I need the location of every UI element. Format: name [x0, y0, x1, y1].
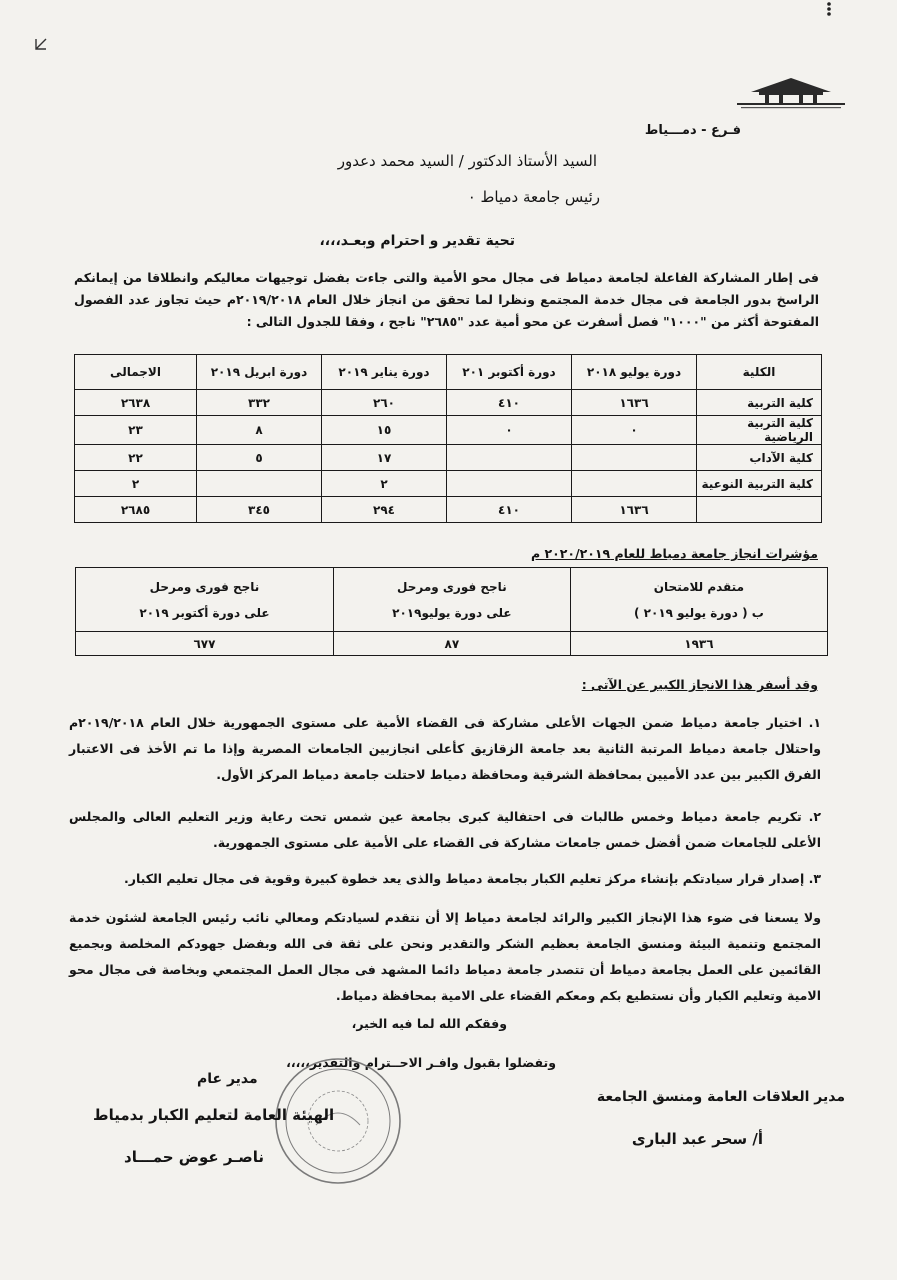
table-cell: كلية التربية الرياضية	[697, 416, 822, 445]
table-cell: كلية الآداب	[697, 445, 822, 471]
table-cell: ١٧	[322, 445, 447, 471]
achievement-item: ٣. إصدار قرار سيادتكم بإنشاء مركز تعليم الكبار بجامعة دمياط والذى يعد خطوة كبيرة وقوية فى مجال تعليم الكبار.	[124, 871, 821, 886]
header-line: على دورة يوليو٢٠١٩	[392, 605, 512, 620]
table-cell: ١٦٣٦	[572, 390, 697, 416]
indicators-header-row	[76, 568, 828, 632]
table-cell: ٠	[572, 416, 697, 445]
table-cell: ٢	[75, 471, 197, 497]
table-cell: كلية التربية	[697, 390, 822, 416]
table-cell: ٨٧	[333, 632, 570, 656]
corner-mark-icon	[34, 36, 48, 50]
more-options-icon[interactable]	[819, 0, 839, 18]
table-cell: ٢٣	[75, 416, 197, 445]
header-line: ناجح فورى ومرحل	[397, 579, 507, 594]
table-cell	[572, 445, 697, 471]
organization-logo	[731, 72, 851, 112]
table-cell: ٠	[447, 416, 572, 445]
table-header: دورة يناير ٢٠١٩	[322, 355, 447, 390]
table-cell: ٤١٠	[447, 390, 572, 416]
greeting: تحية تقدير و احترام وبعـد،،،،	[319, 233, 515, 249]
table-header: دورة يوليو ٢٠١٨	[572, 355, 697, 390]
signatory-left-org: الهيئة العامة لتعليم الكبار بدمياط	[93, 1106, 335, 1124]
table-header: دورة ابريل ٢٠١٩	[197, 355, 322, 390]
table-row	[76, 632, 828, 656]
thanks-line: وفقكم الله لما فيه الخير،	[351, 1016, 507, 1031]
indicators-heading: مؤشرات انجاز جامعة دمياط للعام ٢٠٢٠/٢٠١٩ م	[531, 546, 818, 561]
header-line: ناجح فورى ومرحل	[149, 579, 260, 594]
results-table-header-row	[75, 355, 822, 390]
table-cell: ١٥	[322, 416, 447, 445]
table-cell	[197, 471, 322, 497]
table-cell: ٢٦٨٥	[75, 497, 197, 523]
table-header: دورة أكتوبر ٢٠١	[447, 355, 572, 390]
signatory-right-name: أ/ سحر عبد البارى	[631, 1130, 763, 1148]
table-header	[570, 568, 827, 632]
header-line: على دورة أكتوبر ٢٠١٩	[139, 605, 270, 620]
table-cell: ١٦٣٦	[572, 497, 697, 523]
table-row	[75, 416, 822, 445]
results-table	[74, 354, 822, 523]
table-cell: ٦٧٧	[76, 632, 334, 656]
table-cell	[447, 445, 572, 471]
table-cell: ٣٣٢	[197, 390, 322, 416]
table-total-row	[75, 497, 822, 523]
table-row	[75, 471, 822, 497]
table-cell	[572, 471, 697, 497]
table-cell: ٤١٠	[447, 497, 572, 523]
table-cell: كلية التربية النوعية	[697, 471, 822, 497]
table-cell	[447, 471, 572, 497]
signatory-right-title: مدير العلاقات العامة ومنسق الجامعة	[596, 1089, 845, 1105]
table-row	[75, 390, 822, 416]
achievements-heading: وقد أسفر هذا الانجاز الكبير عن الآتى :	[581, 677, 818, 692]
table-cell: ٢٢	[75, 445, 197, 471]
table-cell: ١٩٣٦	[570, 632, 827, 656]
signatory-left-title: مدير عام	[197, 1071, 258, 1087]
achievement-item: ٢. تكريم جامعة دمياط وخمس طالبات فى احتفالية كبرى بجامعة عين شمس تحت رعاية وزير التعليم العالى والمجلس الأعلى للجامعات ضمن أفضل خمس جامعات مشاركة فى القضاء على الأمية على مستوى الجمهورية.	[69, 809, 821, 850]
table-cell: ٢٦٣٨	[75, 390, 197, 416]
table-cell: ٢	[322, 471, 447, 497]
addressee-title: رئيس جامعة دمياط ٠	[467, 188, 600, 206]
achievement-item: ١. اختيار جامعة دمياط ضمن الجهات الأعلى مشاركة فى القضاء الأمية على مستوى الجمهورية خلال العام ٢٠١٩/٢٠١٨م واحتلال جامعة دمياط المرتبة الثانية بعد جامعة الزقازيق كأعلى انجازبين الجامعات المصرية وإذا ما تم الأخذ فى الاعتبار الفرق الكبير بين عدد الأميين بمحافظة الشرقية ومحافظة دمياط لاحتلت جامعة دمياط المركز الأول.	[69, 715, 821, 782]
table-header: الكلية	[697, 355, 822, 390]
regards-line: وتفضلوا بقبول وافـر الاحــترام والتقدير،،،،،	[286, 1055, 556, 1070]
table-cell	[697, 497, 822, 523]
table-header	[333, 568, 570, 632]
intro-paragraph: فى إطار المشاركة الفاعلة لجامعة دمياط فى مجال محو الأمية والتى جاءت بفضل توجيهات معاليكم وانطلاقا من إيمانكم الراسخ بدور الجامعة فى مجال خدمة المجتمع ونظرا لما تحقق من انجاز خلال العام ٢٠١٩/٢٠١٨م حيث تجاوز عدد الفصول المفتوحة أكثر من "١٠٠٠" فصل أسفرت عن محو أمية عدد "٢٦٨٥" ناجح ، وفقا للجدول التالى :	[74, 270, 819, 329]
table-cell: ٨	[197, 416, 322, 445]
closing-paragraph: ولا يسعنا فى ضوء هذا الإنجاز الكبير والرائد لجامعة دمياط إلا أن نتقدم لسيادتكم ومعالي نائب رئيس الجامعة لشئون خدمة المجتمع وتنمية البيئة ومنسق الجامعة بعظيم الشكر والتقدير ونحن على ثقة فى الله وبفضل جهودكم المخلصة وبجميع القائمين على العمل بجامعة دمياط أن تتصدر جامعة دمياط دائما المشهد فى مجال العمل المجتمعي وبخاصة فى مجال محو الامية وتعليم الكبار وأن نستطيع بكم ومعكم القضاء على الامية بمحافظة دمياط.	[69, 910, 821, 1003]
addressee: السيد الأستاذ الدكتور / السيد محمد دعدور	[337, 152, 597, 170]
table-header: الاجمالى	[75, 355, 197, 390]
signatory-left-name: ناصـر عوض حمـــاد	[124, 1148, 265, 1166]
branch-label: فـرع - دمـــياط	[644, 123, 741, 138]
table-cell: ٢٦٠	[322, 390, 447, 416]
table-cell: ٢٩٤	[322, 497, 447, 523]
table-row	[75, 445, 822, 471]
header-line: متقدم للامتحان	[653, 579, 745, 594]
table-cell: ٣٤٥	[197, 497, 322, 523]
header-line: ب ( دورة يوليو ٢٠١٩ )	[634, 605, 764, 620]
table-cell: ٥	[197, 445, 322, 471]
table-header	[76, 568, 334, 632]
indicators-table	[75, 567, 828, 656]
